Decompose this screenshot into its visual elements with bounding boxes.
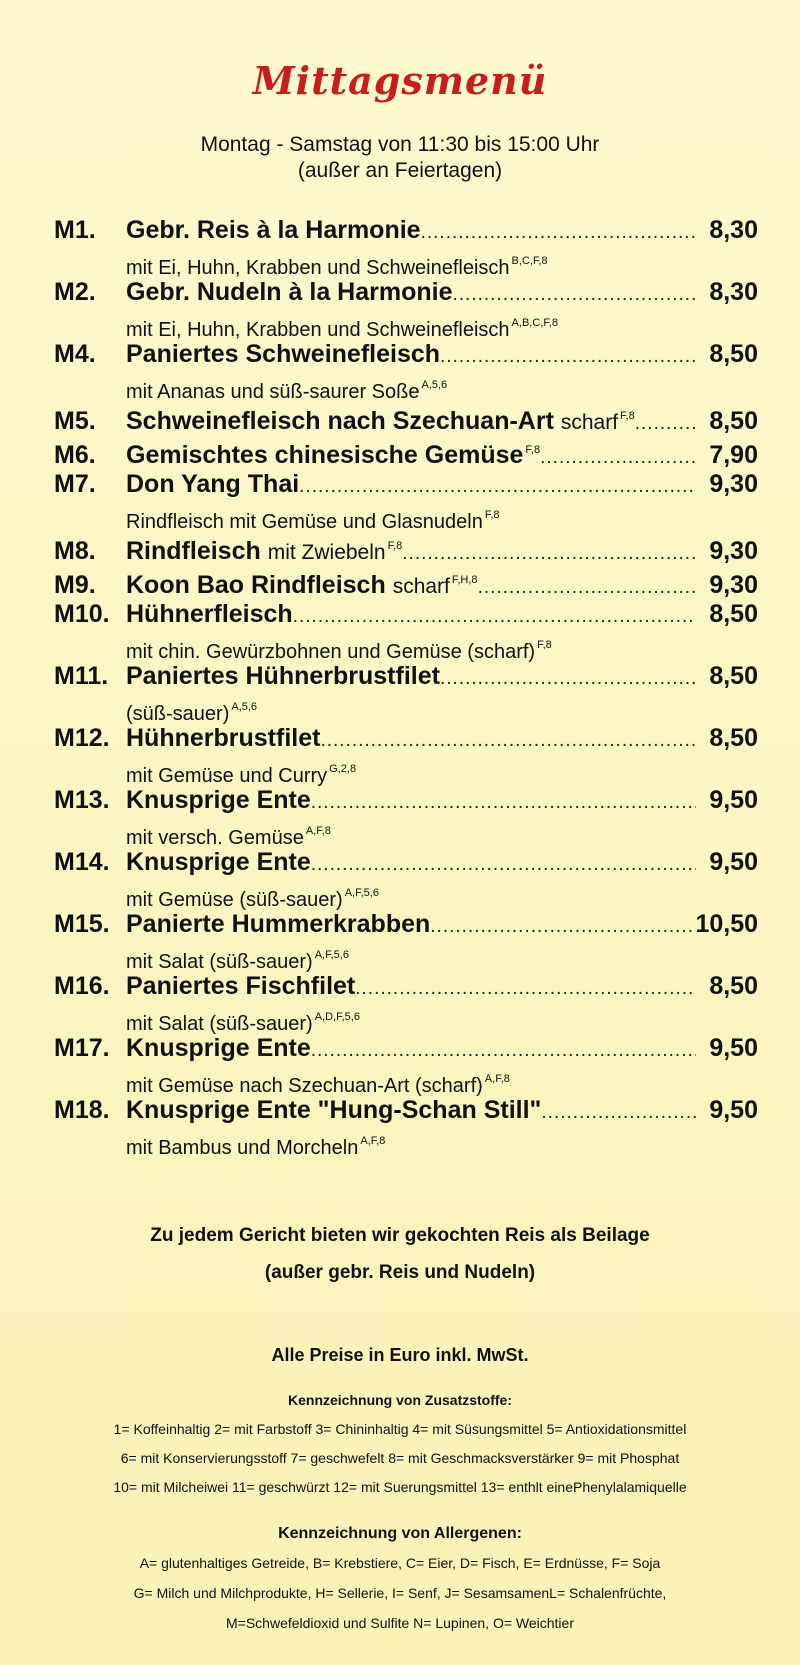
menu-item [54, 721, 758, 787]
menu-item-price: 8,50 [709, 724, 758, 752]
menu-item-name-wrap [126, 1031, 311, 1065]
menu-item-allergen-codes: A,F,8 [305, 825, 331, 837]
menu-item-code: M8. [54, 537, 96, 565]
menu-list [54, 213, 758, 1159]
menu-item [54, 1031, 758, 1097]
menu-item-description-text: mit Salat (süß-sauer) [126, 951, 313, 973]
menu-item-row [54, 275, 758, 309]
menu-item-description [54, 817, 758, 849]
menu-item-name-wrap [126, 907, 430, 941]
menu-item-description [54, 1127, 758, 1159]
menu-item-name: Gebr. Nudeln à la Harmonie [126, 278, 453, 306]
dot-leader [311, 848, 696, 882]
menu-item [54, 907, 758, 973]
menu-item-price: 9,50 [709, 848, 758, 876]
opening-hours [0, 132, 800, 184]
menu-item-name-wrap [126, 969, 355, 1003]
menu-item-allergen-codes: F,8 [537, 639, 552, 651]
dot-leader [430, 910, 695, 944]
menu-item-allergen-codes: F,8 [387, 540, 403, 552]
menu-item-name: Paniertes Fischfilet [126, 972, 356, 1000]
menu-item [54, 969, 758, 1035]
menu-item-description-text: mit Gemüse nach Szechuan-Art (scharf) [126, 1075, 483, 1097]
additives-line: 1= Koffeinhaltig 2= mit Farbstoff 3= Chininhaltig 4= mit Süsungsmittel 5= Antioxidationsmittel [113, 1421, 687, 1437]
menu-item-name-extra: mit Zwiebeln [267, 541, 386, 564]
additives-heading: Kennzeichnung von Zusatzstoffe: [288, 1392, 512, 1408]
menu-item [54, 659, 758, 725]
additives-line: 6= mit Konservierungsstoff 7= geschwefelt 8= mit Geschmacksverstärker 9= mit Phosphat [120, 1450, 680, 1466]
dot-leader [311, 1034, 696, 1068]
menu-item-allergen-codes: A,F,8 [484, 1073, 510, 1085]
menu-item-row [54, 969, 758, 1003]
menu-item-price: 7,90 [709, 441, 758, 469]
dot-leader [320, 724, 696, 758]
menu-item-description [54, 631, 758, 663]
menu-item-description-text: mit Ananas und süß-saurer Soße [126, 381, 420, 403]
menu-item-description [54, 941, 758, 973]
allergens-line: G= Milch und Milchprodukte, H= Sellerie, I= Senf, J= SesamsamenL= Schalenfrüchte, [133, 1585, 667, 1601]
menu-item-name: Knusprige Ente [126, 848, 311, 876]
menu-item [54, 783, 758, 849]
menu-item-description-text: mit Gemüse und Curry [126, 765, 328, 787]
dot-leader [440, 340, 696, 374]
menu-item-description-text: mit Gemüse (süß-sauer) [126, 889, 343, 911]
menu-item-name-wrap [126, 213, 421, 247]
page-title: Mittagsmenü [252, 58, 548, 103]
menu-item-name-wrap [126, 783, 311, 817]
menu-item-name-wrap [126, 467, 299, 501]
menu-item-name: Knusprige Ente [126, 786, 311, 814]
menu-item [54, 1093, 758, 1159]
prices-note: Alle Preise in Euro inkl. MwSt. [271, 1345, 529, 1365]
menu-item-code: M13. [54, 786, 110, 814]
menu-item-price: 8,50 [709, 340, 758, 368]
allergens-line: A= glutenhaltiges Getreide, B= Krebstiere, C= Eier, D= Fisch, E= Erdnüsse, F= Soja [139, 1555, 661, 1571]
menu-item-row [54, 1031, 758, 1065]
menu-item-code: M14. [54, 848, 110, 876]
menu-item-description [54, 501, 758, 533]
menu-item-name-wrap [126, 721, 320, 755]
menu-item-code: M10. [54, 600, 110, 628]
menu-item-price: 8,30 [709, 216, 758, 244]
menu-item-name-extra: scharf [560, 411, 619, 434]
menu-item-allergen-codes: A,5,6 [231, 701, 258, 713]
rice-note-line2: (außer gebr. Reis und Nudeln) [264, 1262, 536, 1283]
menu-item-name-extra: scharf [392, 575, 450, 598]
menu-item-code: M9. [54, 571, 96, 599]
menu-item-price: 10,50 [695, 910, 758, 938]
menu-item-row [54, 1093, 758, 1127]
menu-item-description [54, 309, 758, 341]
menu-item-description-text: mit versch. Gemüse [126, 827, 304, 849]
menu-item-code: M1. [54, 216, 96, 244]
menu-item-description [54, 247, 758, 279]
menu-item-price: 9,30 [709, 537, 758, 565]
additives-line: 10= mit Milcheiwei 11= geschwürzt 12= mit Suerungsmittel 13= enthlt einePhenylalamiquelle [113, 1479, 687, 1495]
menu-item-allergen-codes: F,H,8 [451, 574, 478, 586]
dot-leader [440, 662, 696, 696]
menu-item-description-text: mit Ei, Huhn, Krabben und Schweinefleisch [126, 257, 510, 279]
menu-item-row [54, 783, 758, 817]
menu-item-code: M12. [54, 724, 110, 752]
menu-item-row [54, 213, 758, 247]
menu-item-name-wrap [126, 845, 311, 879]
menu-item-code: M17. [54, 1034, 110, 1062]
menu-item [54, 467, 758, 533]
menu-item [54, 275, 758, 341]
dot-leader [635, 407, 696, 441]
dot-leader [452, 278, 696, 312]
dot-leader [293, 600, 696, 634]
menu-item-name: Gebr. Reis à la Harmonie [126, 216, 421, 244]
menu-item-price: 9,30 [709, 470, 758, 498]
menu-item [54, 337, 758, 403]
menu-item-name: Hühnerfleisch [126, 600, 293, 628]
menu-item [54, 399, 758, 433]
menu-item-row [54, 659, 758, 693]
menu-item-allergen-codes: A,F,8 [360, 1135, 386, 1147]
rice-note-line1: Zu jedem Gericht bieten wir gekochten Reis als Beilage [150, 1225, 650, 1246]
menu-item-price: 9,50 [709, 1034, 758, 1062]
menu-item-description-text: Rindfleisch mit Gemüse und Glasnudeln [126, 511, 483, 533]
menu-item [54, 213, 758, 279]
menu-item [54, 597, 758, 663]
menu-item-price: 9,30 [709, 571, 758, 599]
menu-item-name-wrap [126, 597, 293, 631]
menu-item-description [54, 879, 758, 911]
menu-item-name-wrap [126, 275, 452, 309]
menu-item-allergen-codes: A,F,5,6 [314, 949, 349, 961]
menu-item-name: Paniertes Schweinefleisch [126, 340, 441, 368]
opening-hours-line2: (außer an Feiertagen) [297, 159, 503, 182]
menu-item-name: Hühnerbrustfilet [126, 724, 321, 752]
menu-item-name: Don Yang Thai [126, 470, 300, 498]
menu-item-row [54, 337, 758, 371]
menu-item-allergen-codes: F,8 [525, 444, 541, 456]
allergens-line: M=Schwefeldioxid und Sulfite N= Lupinen, O= Weichtier [226, 1615, 574, 1631]
menu-item-name: Schweinefleisch nach Szechuan-Art [126, 407, 554, 435]
menu-item-name: Rindfleisch [126, 537, 261, 565]
menu-item-name: Panierte Hummerkrabben [126, 910, 431, 938]
menu-item-allergen-codes: A,D,F,5,6 [314, 1011, 360, 1023]
menu-item-description-text: mit Ei, Huhn, Krabben und Schweinefleisch [126, 319, 510, 341]
menu-item-description-text: mit Salat (süß-sauer) [126, 1013, 313, 1035]
menu-item [54, 529, 758, 563]
menu-item-description-text: mit chin. Gewürzbohnen und Gemüse (scharf) [126, 641, 536, 663]
dot-leader [541, 1096, 696, 1130]
menu-item-code: M18. [54, 1096, 110, 1124]
menu-item-name: Knusprige Ente "Hung-Schan Still" [126, 1096, 542, 1124]
menu-item-allergen-codes: A,F,5,6 [344, 887, 379, 899]
menu-item-name: Gemischtes chinesische Gemüse [126, 441, 524, 469]
menu-item-row [54, 907, 758, 941]
menu-item-allergen-codes: A,5,6 [421, 379, 448, 391]
menu-item-price: 8,50 [709, 662, 758, 690]
menu-item-code: M5. [54, 407, 96, 435]
menu-item-description-text: (süß-sauer) [126, 703, 230, 725]
dot-leader [311, 786, 696, 820]
menu-item-code: M6. [54, 441, 96, 469]
menu-item-allergen-codes: B,C,F,8 [511, 255, 548, 267]
allergens-heading: Kennzeichnung von Allergenen: [278, 1525, 522, 1542]
menu-item-allergen-codes: G,2,8 [329, 763, 357, 775]
menu-item-price: 8,30 [709, 278, 758, 306]
dot-leader [355, 972, 696, 1006]
menu-item-allergen-codes: F,8 [620, 410, 635, 422]
menu-item-price: 8,50 [709, 407, 758, 435]
menu-item-description [54, 1003, 758, 1035]
menu-item-code: M11. [54, 662, 109, 690]
menu-item-description-text: mit Bambus und Morcheln [126, 1137, 359, 1159]
menu-item-description [54, 1065, 758, 1097]
menu-item-price: 8,50 [709, 972, 758, 1000]
menu-item-row [54, 845, 758, 879]
menu-item-price: 8,50 [709, 600, 758, 628]
menu-item-row [54, 529, 758, 563]
menu-item-description [54, 371, 758, 403]
menu-item-name: Koon Bao Rindfleisch [126, 571, 386, 599]
menu-item-row [54, 721, 758, 755]
menu-item-allergen-codes: F,8 [484, 509, 500, 521]
menu-item-name-wrap [126, 337, 440, 371]
menu-item-code: M2. [54, 278, 96, 306]
menu-item-description [54, 693, 758, 725]
menu-item-row [54, 597, 758, 631]
menu-item-name: Paniertes Hühnerbrustfilet [126, 662, 440, 690]
menu-item-name-wrap [126, 1093, 541, 1127]
menu-item [54, 845, 758, 911]
opening-hours-line1: Montag - Samstag von 11:30 bis 15:00 Uhr [200, 133, 600, 156]
menu-item-code: M15. [54, 910, 110, 938]
menu-item-code: M7. [54, 470, 96, 498]
dot-leader [299, 470, 696, 504]
menu-item-row [54, 467, 758, 501]
menu-item-price: 9,50 [709, 786, 758, 814]
menu-item-description [54, 755, 758, 787]
menu-item-price: 9,50 [709, 1096, 758, 1124]
menu-item-row [54, 399, 758, 433]
menu-item-name: Knusprige Ente [126, 1034, 311, 1062]
menu-item-name-wrap [126, 659, 440, 693]
menu-item-code: M4. [54, 340, 96, 368]
menu-item-code: M16. [54, 972, 110, 1000]
dot-leader [421, 216, 696, 250]
menu-item-allergen-codes: A,B,C,F,8 [511, 317, 559, 329]
